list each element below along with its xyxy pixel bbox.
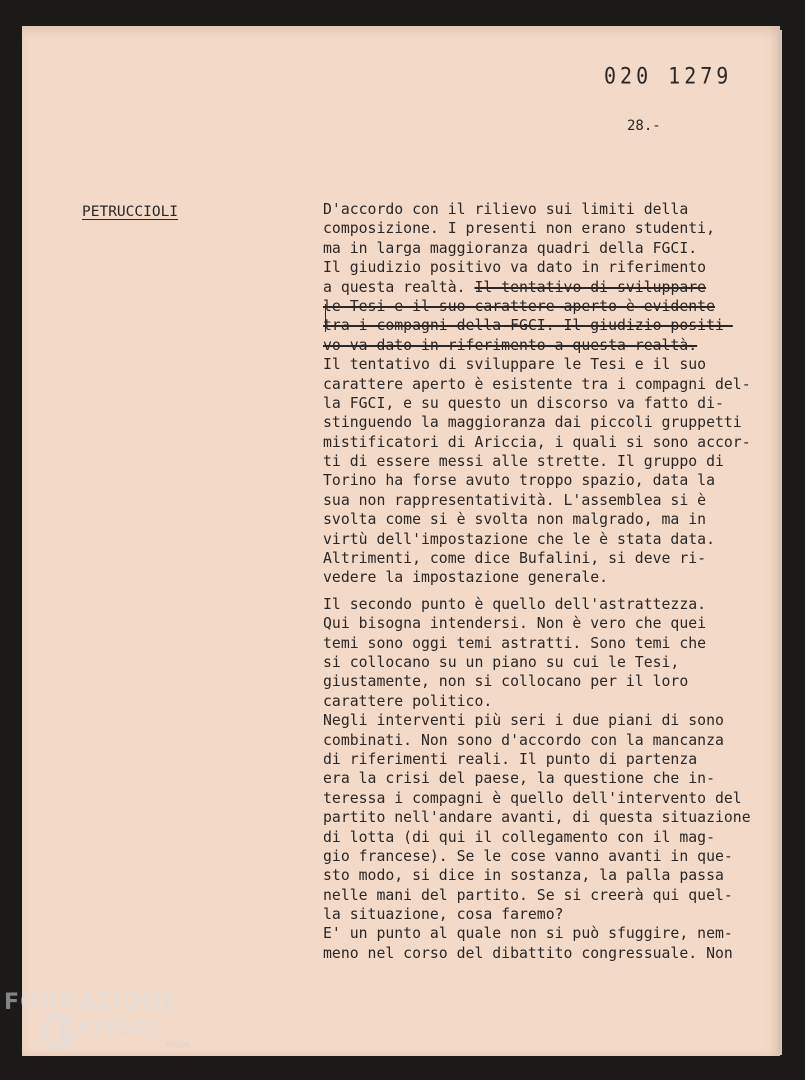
text-line: nelle mani del partito. Se si creerà qui quel- — [323, 886, 733, 904]
text-line: svolta come si è svolta non malgrado, ma in — [323, 511, 707, 529]
paragraph-2 — [323, 595, 763, 963]
fondazione-gramsci-watermark — [4, 990, 214, 1070]
text-line: la situazione, cosa faremo? — [323, 906, 564, 924]
text-line: E' un punto al quale non si può sfuggire, nem- — [323, 925, 733, 943]
text-line: Il tentativo di sviluppare le Tesi e il suo — [323, 356, 707, 374]
text-line: si collocano su un piano su cui le Tesi, — [323, 653, 680, 671]
archive-number: 020 1279 — [604, 62, 733, 90]
text-line: stinguendo la maggioranza dai piccoli gruppetti — [323, 414, 742, 432]
text-line: ti di essere messi alle strette. Il gruppo di — [323, 453, 724, 471]
text-line: virtù dell'impostazione che le è stata data. — [323, 530, 715, 548]
text-line: meno nel corso del dibattito congressuale. Non — [323, 944, 733, 962]
text-line: carattere aperto è esistente tra i compagni del- — [323, 375, 751, 393]
text-line: sto modo, si dice in sostanza, la palla passa — [323, 867, 724, 885]
paragraph-gap — [323, 588, 763, 595]
text-line: mistificatori di Ariccia, i quali si sono accor- — [323, 433, 751, 451]
text-line: la FGCI, e su questo un discorso va fatto di- — [323, 394, 724, 412]
text-line: Qui bisogna intendersi. Non è vero che quei — [323, 615, 707, 633]
speaker-name: PETRUCCIOLI — [82, 204, 179, 220]
text-line: combinati. Non sono d'accordo con la mancanza — [323, 731, 724, 749]
struck-line: vo va dato in riferimento a questa realtà. — [323, 336, 698, 354]
text-line: ma in larga maggioranza quadri della FGCI. — [323, 239, 698, 257]
text-line: Il secondo punto è quello dell'astrattezza. — [323, 595, 707, 613]
text-line: Altrimenti, come dice Bufalini, si deve ri- — [323, 550, 707, 568]
struck-text-segment: Il tentativo di sviluppare — [474, 278, 707, 296]
text-line: temi sono oggi temi astratti. Sono temi che — [323, 634, 707, 652]
text-segment: a questa realtà. — [323, 278, 475, 296]
text-line: di riferimenti reali. Il punto di partenza — [323, 750, 698, 768]
text-line: vedere la impostazione generale. — [323, 569, 609, 587]
text-line: di lotta (di qui il collegamento con il mag- — [323, 828, 715, 846]
text-line: Il giudizio positivo va dato in riferimento — [323, 259, 707, 277]
struck-line: tra i compagni della FGCI. Il giudizio positi- — [323, 317, 733, 335]
text-line: era la crisi del paese, la questione che in- — [323, 770, 715, 788]
text-line: Negli interventi più seri i due piani di sono — [323, 712, 724, 730]
text-line: sua non rappresentatività. L'assemblea si è — [323, 491, 707, 509]
text-line: D'accordo con il rilievo sui limiti della — [323, 201, 689, 218]
page-edge — [778, 30, 782, 1055]
text-line: Torino ha forse avuto troppo spazio, data la — [323, 472, 715, 490]
watermark-line-1: FONDAZIONE — [4, 990, 178, 1015]
text-line: teressa i compagni è quello dell'intervento del — [323, 789, 742, 807]
watermark-line-2: RAMSCI — [58, 1016, 161, 1041]
text-line: giustamente, non si collocano per il loro — [323, 673, 689, 691]
body-text — [323, 200, 763, 963]
watermark-suffix: onlus — [166, 1040, 191, 1050]
text-line: partito nell'andare avanti, di questa situazione — [323, 809, 751, 827]
text-line: carattere politico. — [323, 692, 493, 710]
page-number: 28.- — [627, 118, 661, 134]
text-line-mixed — [323, 278, 763, 297]
text-line: composizione. I presenti non erano studenti, — [323, 220, 715, 238]
struck-line: le Tesi e il suo carattere aperto è evidente — [323, 297, 715, 315]
paragraph-1 — [323, 200, 763, 588]
text-line: gio francese). Se le cose vanno avanti in que- — [323, 847, 733, 865]
